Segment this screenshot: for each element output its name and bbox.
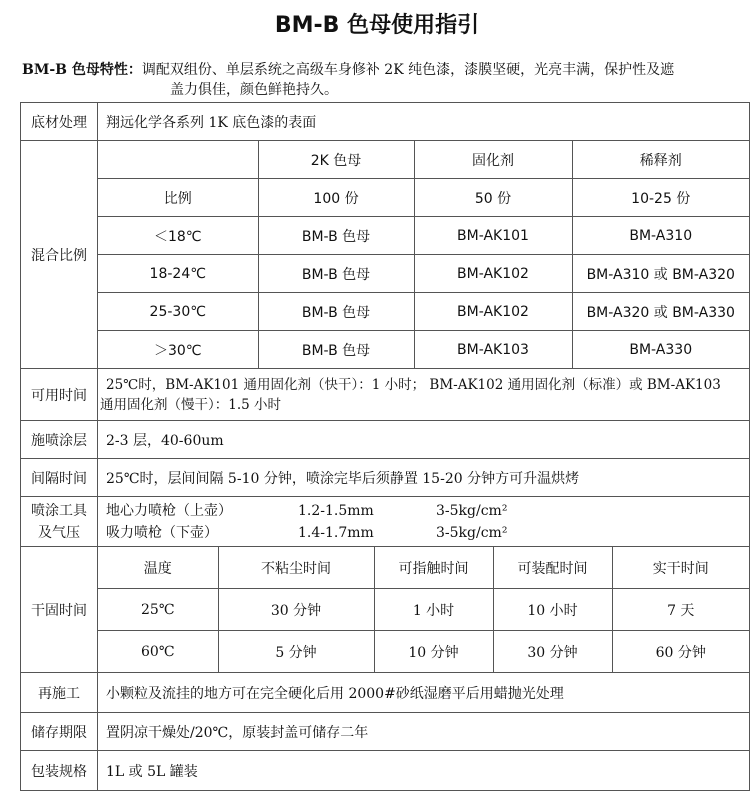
- mixing-header-row: [98, 141, 749, 179]
- mixing-header: [98, 141, 258, 179]
- gun-nozzle: 1.2-1.5mm: [298, 502, 374, 519]
- mixing-cell: 100 份: [258, 179, 414, 217]
- rework-label: 再施工: [21, 673, 98, 713]
- drying-cell: 10 分钟: [374, 631, 493, 673]
- gun-type: 地心力喷枪（上壶）: [106, 502, 232, 519]
- potlife-label: 可用时间: [21, 369, 98, 421]
- mixing-cell: 18-24℃: [98, 255, 258, 293]
- gun-pressure: 3-5kg/cm²: [436, 502, 508, 519]
- drying-cell: 1 小时: [374, 589, 493, 631]
- substrate-value: 翔远化学各系列 1K 底色漆的表面: [98, 103, 750, 141]
- drying-cell: 25℃: [98, 589, 218, 631]
- mixing-cell: BM-B 色母: [258, 217, 414, 255]
- drying-header-row: [98, 547, 749, 589]
- row-rework: [21, 673, 750, 713]
- mixing-cell: 比例: [98, 179, 258, 217]
- drying-cell: 30 分钟: [493, 631, 612, 673]
- mixing-cell: BM-A310 或 BM-A320: [572, 255, 749, 293]
- gun-label-line-1: 喷涂工具: [31, 502, 87, 519]
- storage-label: 储存期限: [21, 713, 98, 751]
- row-gun: [21, 497, 750, 547]
- gun-row: [98, 500, 749, 522]
- spec-table: [20, 102, 750, 791]
- drying-cell: 7 天: [612, 589, 749, 631]
- gun-nozzle: 1.4-1.7mm: [298, 524, 374, 541]
- mixing-cell: BM-B 色母: [258, 293, 414, 331]
- drying-cell: 30 分钟: [218, 589, 374, 631]
- features-line-2: 盖力俱佳，颜色鲜艳持久。: [170, 82, 338, 98]
- row-drying: [21, 547, 750, 673]
- row-substrate: [21, 103, 750, 141]
- row-storage: [21, 713, 750, 751]
- mixing-row: [98, 217, 749, 255]
- drying-label: 干固时间: [21, 547, 98, 673]
- mixing-label: 混合比例: [21, 141, 98, 369]
- features-label: BM-B 色母特性：: [22, 62, 142, 78]
- drying-row: [98, 589, 749, 631]
- row-potlife: [21, 369, 750, 421]
- mixing-cell: ＞30℃: [98, 331, 258, 369]
- mixing-header: 2K 色母: [258, 141, 414, 179]
- mixing-cell: BM-B 色母: [258, 255, 414, 293]
- flash-value: 25℃时，层间间隔 5-10 分钟，喷涂完毕后须静置 15-20 分钟方可升温烘烤: [98, 459, 750, 497]
- mixing-row: [98, 331, 749, 369]
- gun-label-line-2: 及气压: [38, 524, 80, 541]
- packing-label: 包装规格: [21, 751, 98, 791]
- mixing-cell: BM-A320 或 BM-A330: [572, 293, 749, 331]
- mixing-cell: 10-25 份: [572, 179, 749, 217]
- drying-cell: 10 小时: [493, 589, 612, 631]
- drying-row: [98, 631, 749, 673]
- drying-header: 不粘尘时间: [218, 547, 374, 589]
- row-coats: [21, 421, 750, 459]
- mixing-cell: 25-30℃: [98, 293, 258, 331]
- drying-cell: 5 分钟: [218, 631, 374, 673]
- gun-type: 吸力喷枪（下壶）: [106, 524, 218, 541]
- row-packing: [21, 751, 750, 791]
- potlife-line-2: 通用固化剂（慢干）：1.5 小时: [100, 396, 282, 413]
- coats-value: 2-3 层，40-60um: [98, 421, 750, 459]
- document-title: BM-B 色母使用指引: [274, 13, 480, 38]
- drying-header: 温度: [98, 547, 218, 589]
- drying-cell: 60 分钟: [612, 631, 749, 673]
- features-line-1: 调配双组份、单层系统之高级车身修补 2K 纯色漆，漆膜坚硬，光亮丰满，保护性及遮: [141, 62, 675, 78]
- mixing-header: 固化剂: [414, 141, 572, 179]
- coats-label: 施喷涂层: [21, 421, 98, 459]
- mixing-row: [98, 293, 749, 331]
- mixing-cell: BM-B 色母: [258, 331, 414, 369]
- gun-label: [21, 497, 98, 547]
- rework-value: 小颗粒及流挂的地方可在完全硬化后用 2000#砂纸湿磨平后用蜡抛光处理: [98, 673, 750, 713]
- potlife-line-1: 25℃时，BM-AK101 通用固化剂（快干）：1 小时； BM-AK102 通用固化剂（标准）或 BM-AK103: [106, 376, 721, 393]
- substrate-label: 底材处理: [21, 103, 98, 141]
- mixing-cell: ＜18℃: [98, 217, 258, 255]
- mixing-header: 稀释剂: [572, 141, 749, 179]
- product-features: [22, 60, 750, 100]
- mixing-row: [98, 255, 749, 293]
- mixing-row: [98, 179, 749, 217]
- drying-header: 可装配时间: [493, 547, 612, 589]
- mixing-cell: BM-AK102: [414, 293, 572, 331]
- mixing-cell: BM-A310: [572, 217, 749, 255]
- drying-table: [98, 547, 749, 672]
- row-mixing: [21, 141, 750, 369]
- mixing-cell: 50 份: [414, 179, 572, 217]
- row-flash: [21, 459, 750, 497]
- mixing-cell: BM-AK101: [414, 217, 572, 255]
- drying-header: 可指触时间: [374, 547, 493, 589]
- gun-pressure: 3-5kg/cm²: [436, 524, 508, 541]
- drying-cell: 60℃: [98, 631, 218, 673]
- mixing-cell: BM-AK102: [414, 255, 572, 293]
- mixing-table: [98, 141, 749, 368]
- storage-value: 置阴凉干燥处/20℃，原装封盖可储存二年: [98, 713, 750, 751]
- packing-value: 1L 或 5L 罐装: [98, 751, 750, 791]
- mixing-cell: BM-A330: [572, 331, 749, 369]
- mixing-cell: BM-AK103: [414, 331, 572, 369]
- flash-label: 间隔时间: [21, 459, 98, 497]
- drying-header: 实干时间: [612, 547, 749, 589]
- gun-row: [98, 522, 749, 544]
